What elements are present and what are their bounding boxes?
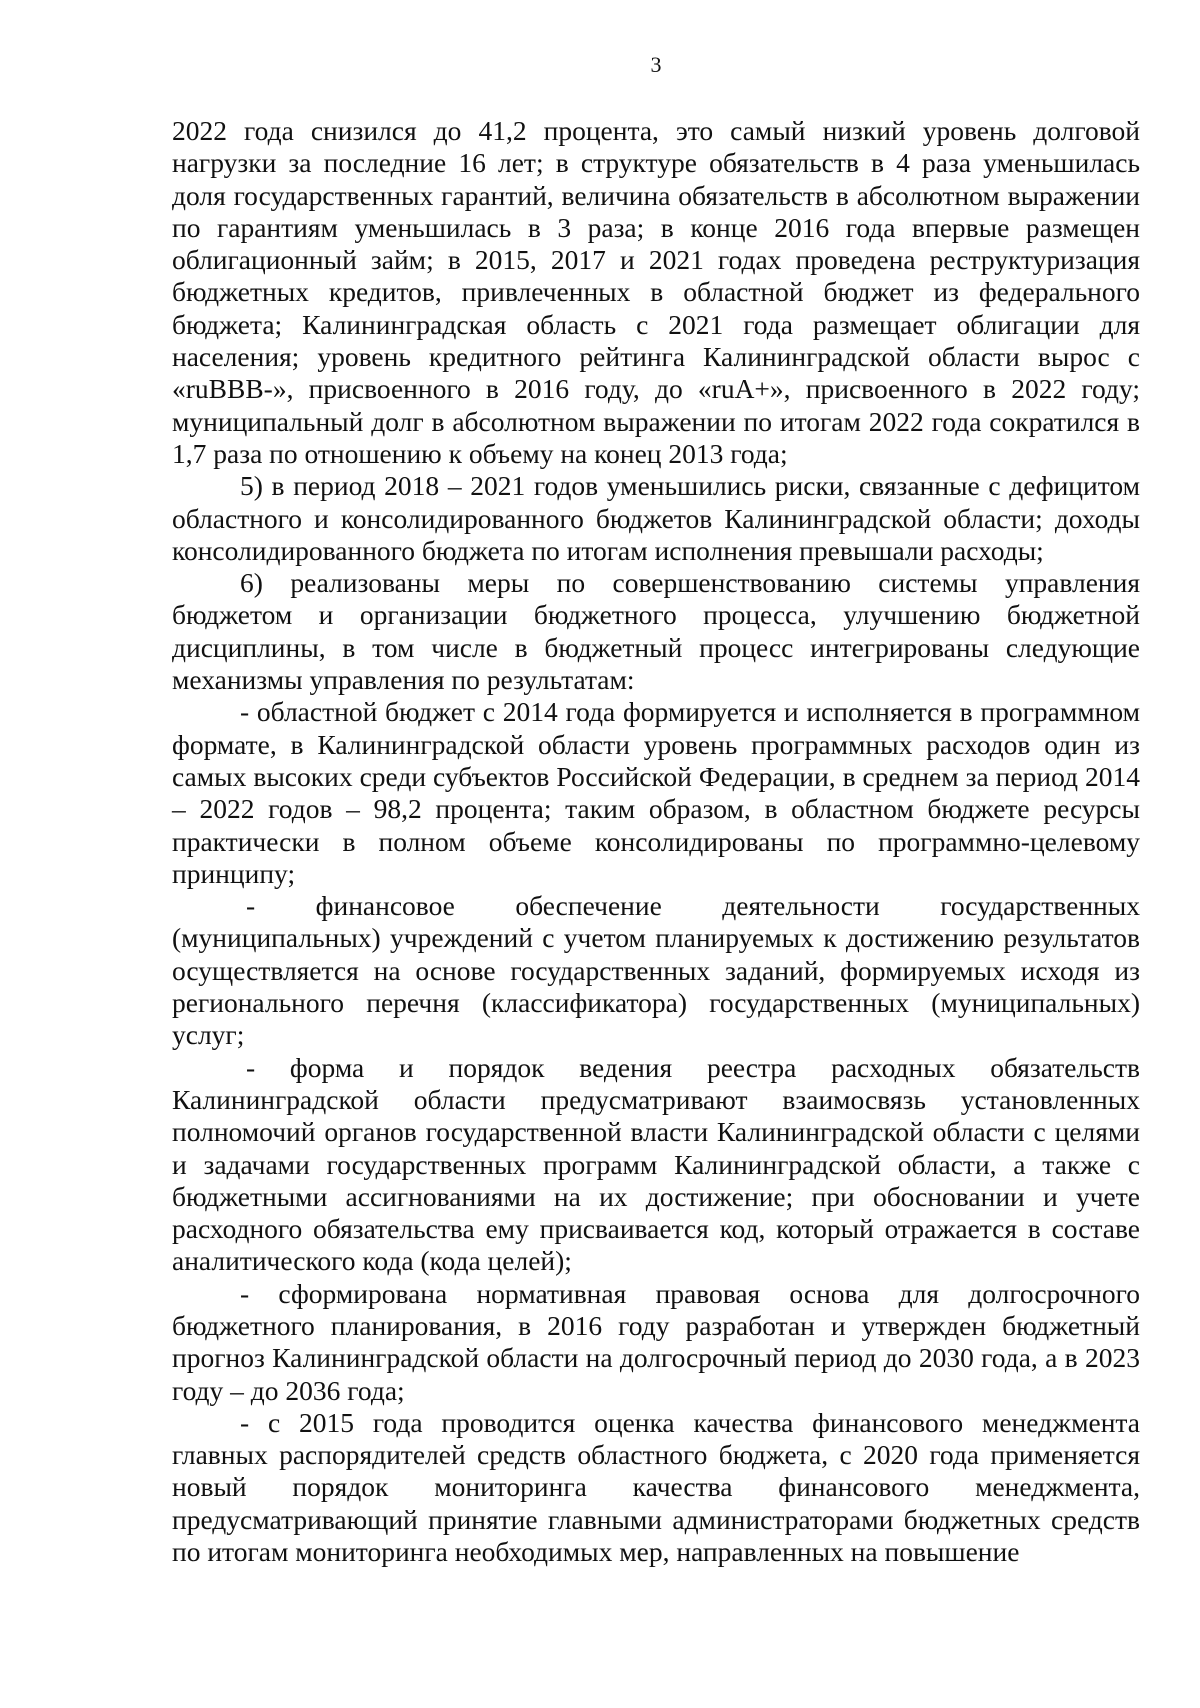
- list-item-financial-management-assessment: - с 2015 года проводится оценка качества финансового менеджмента главных распорядителей средств областного бюджета, с 2020 года применяется новый порядок мониторинга качества финансового менеджмента, предусматривающий принятие главными администраторами бюджетных средств по итогам мониторинга необходимых мер, направленных на повышение: [172, 1406, 1140, 1568]
- list-item-long-term-planning: - сформирована нормативная правовая основа для долгосрочного бюджетного планирования, в 2016 году разработан и утвержден бюджетный прогноз Калининградской области на долгосрочный период до 2030 года, а в 2023 году – до 2036 года;: [172, 1277, 1140, 1406]
- list-item-obligations-register: - форма и порядок ведения реестра расходных обязательств Калининградской области предусматривают взаимосвязь установленных полномочий органов государственной власти Калининградской области с целями и задачами государственных программ Калининградской области, а также с бюджетными ассигнованиями на их достижение; при обосновании и учете расходного обязательства ему присваивается код, который отражается в составе аналитического кода (кода целей);: [172, 1051, 1140, 1277]
- document-body: [172, 115, 1140, 1568]
- paragraph-item-5-deficit-risks: 5) в период 2018 – 2021 годов уменьшились риски, связанные с дефицитом областного и консолидированного бюджетов Калининградской области; доходы консолидированного бюджета по итогам исполнения превышали расходы;: [172, 470, 1140, 566]
- page-number: 3: [650, 52, 662, 77]
- list-item-program-budget: - областной бюджет с 2014 года формируется и исполняется в программном формате, в Калининградской области уровень программных расходов один из самых высоких среди субъектов Российской Федерации, в среднем за период 2014 – 2022 годов – 98,2 процента; таким образом, в областном бюджете ресурсы практически в полном объеме консолидированы по программно-целевому принципу;: [172, 696, 1140, 889]
- list-item-state-assignments: - финансовое обеспечение деятельности государственных (муниципальных) учреждений с учетом планируемых к достижению результатов осуществляется на основе государственных заданий, формируемых исходя из регионального перечня (классификатора) государственных (муниципальных) услуг;: [172, 890, 1140, 1051]
- paragraph-debt-summary: 2022 года снизился до 41,2 процента, это самый низкий уровень долговой нагрузки за последние 16 лет; в структуре обязательств в 4 раза уменьшилась доля государственных гарантий, величина обязательств в абсолютном выражении по гарантиям уменьшилась в 3 раза; в конце 2016 года впервые размещен облигационный займ; в 2015, 2017 и 2021 годах проведена реструктуризация бюджетных кредитов, привлеченных в областной бюджет из федерального бюджета; Калининградская область с 2021 года размещает облигации для населения; уровень кредитного рейтинга Калининградской области вырос с «ruBBB-», присвоенного в 2016 году, до «ruA+», присвоенного в 2022 году; муниципальный долг в абсолютном выражении по итогам 2022 года сократился в 1,7 раза по отношению к объему на конец 2013 года;: [172, 115, 1140, 469]
- paragraph-item-6-budget-management: 6) реализованы меры по совершенствованию системы управления бюджетом и организации бюджетного процесса, улучшению бюджетной дисциплины, в том числе в бюджетный процесс интегрированы следующие механизмы управления по результатам:: [172, 567, 1140, 696]
